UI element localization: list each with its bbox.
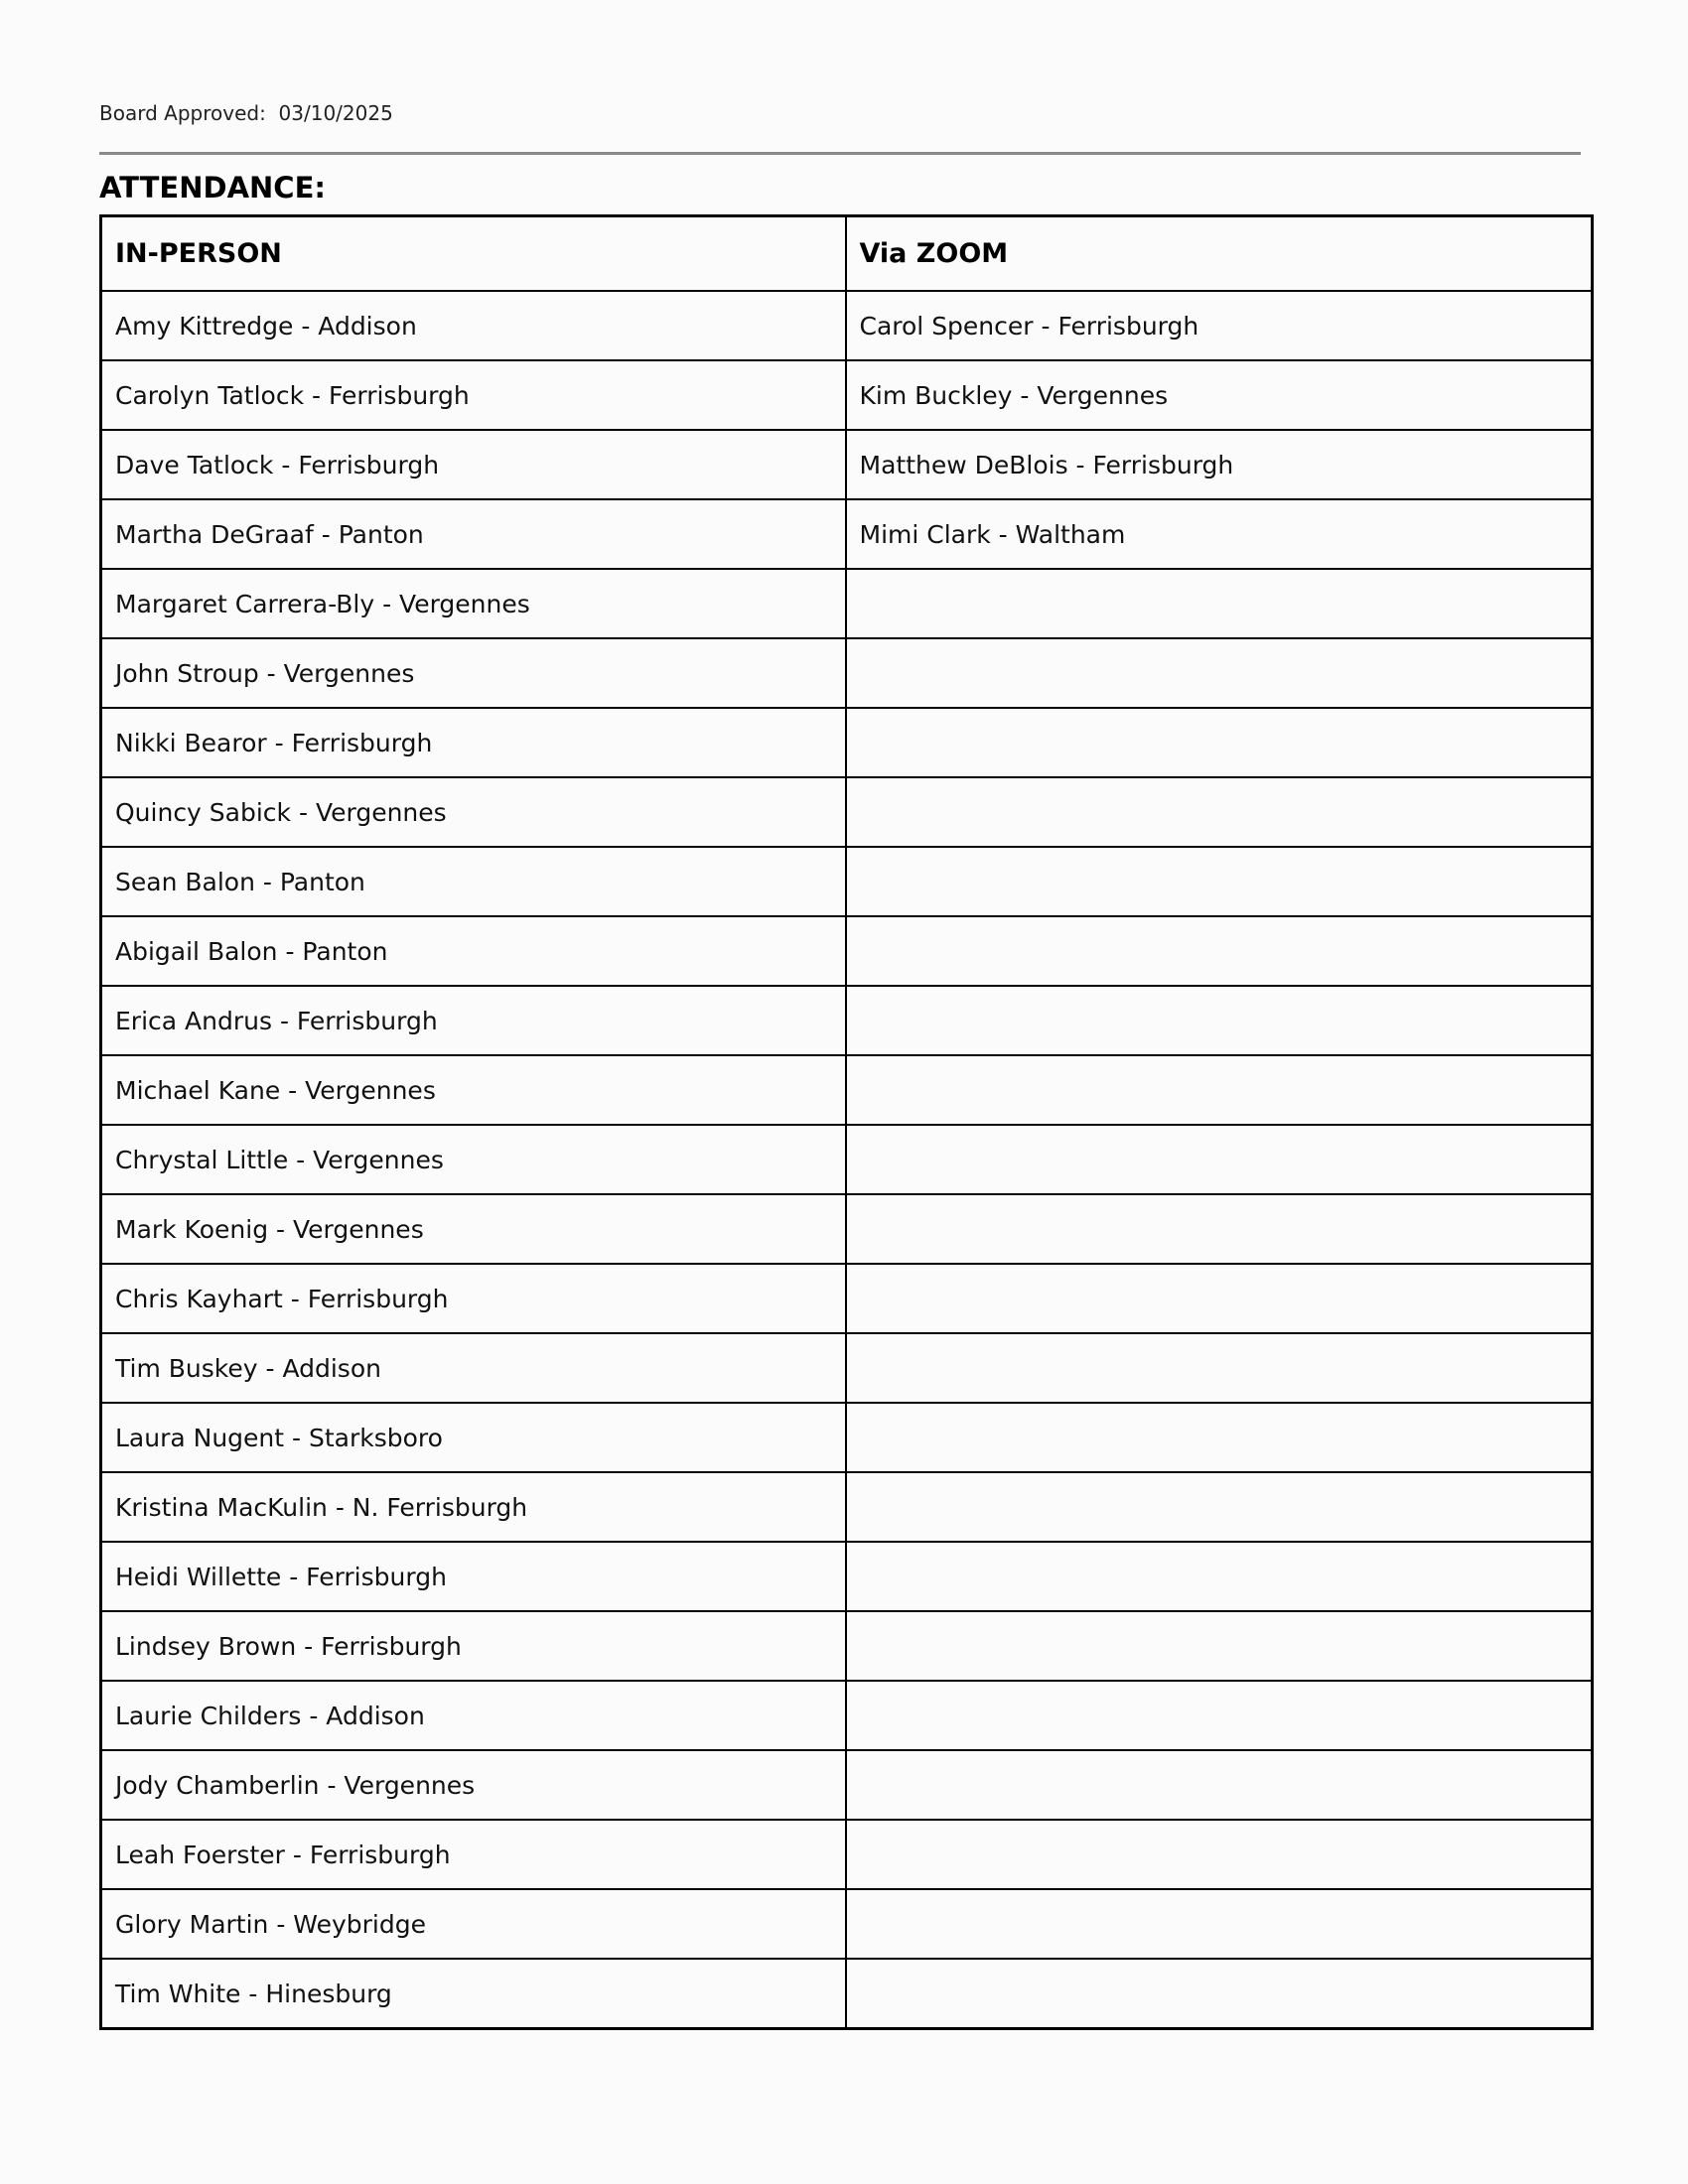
- in-person-cell: John Stroup - Vergennes: [101, 638, 846, 708]
- attendance-heading: ATTENDANCE:: [99, 171, 326, 205]
- table-row: [101, 916, 1593, 986]
- in-person-cell: Amy Kittredge - Addison: [101, 291, 846, 360]
- zoom-cell: Matthew DeBlois - Ferrisburgh: [846, 430, 1593, 499]
- column-header-via-zoom: Via ZOOM: [846, 216, 1593, 292]
- zoom-cell: [846, 1611, 1593, 1681]
- table-row: [101, 708, 1593, 777]
- in-person-cell: Quincy Sabick - Vergennes: [101, 777, 846, 847]
- table-row: [101, 1889, 1593, 1959]
- table-row: [101, 1820, 1593, 1889]
- zoom-cell: Kim Buckley - Vergennes: [846, 360, 1593, 430]
- table-row: [101, 638, 1593, 708]
- zoom-cell: [846, 777, 1593, 847]
- zoom-cell: [846, 1889, 1593, 1959]
- zoom-cell: Carol Spencer - Ferrisburgh: [846, 291, 1593, 360]
- board-approved-label: Board Approved:: [99, 101, 266, 125]
- in-person-cell: Martha DeGraaf - Panton: [101, 499, 846, 569]
- in-person-cell: Nikki Bearor - Ferrisburgh: [101, 708, 846, 777]
- zoom-cell: [846, 1264, 1593, 1333]
- zoom-cell: [846, 847, 1593, 916]
- in-person-cell: Kristina MacKulin - N. Ferrisburgh: [101, 1472, 846, 1542]
- in-person-cell: Tim Buskey - Addison: [101, 1333, 846, 1403]
- in-person-cell: Mark Koenig - Vergennes: [101, 1194, 846, 1264]
- table-row: [101, 1264, 1593, 1333]
- in-person-cell: Abigail Balon - Panton: [101, 916, 846, 986]
- in-person-cell: Laurie Childers - Addison: [101, 1681, 846, 1750]
- table-row: [101, 1542, 1593, 1611]
- in-person-cell: Heidi Willette - Ferrisburgh: [101, 1542, 846, 1611]
- board-approved-date: 03/10/2025: [278, 101, 393, 125]
- zoom-cell: [846, 1194, 1593, 1264]
- in-person-cell: Sean Balon - Panton: [101, 847, 846, 916]
- in-person-cell: Glory Martin - Weybridge: [101, 1889, 846, 1959]
- table-row: [101, 1333, 1593, 1403]
- table-row: [101, 1194, 1593, 1264]
- in-person-cell: Dave Tatlock - Ferrisburgh: [101, 430, 846, 499]
- table-row: [101, 499, 1593, 569]
- zoom-cell: [846, 1403, 1593, 1472]
- in-person-cell: Margaret Carrera-Bly - Vergennes: [101, 569, 846, 638]
- in-person-cell: Lindsey Brown - Ferrisburgh: [101, 1611, 846, 1681]
- table-row: [101, 986, 1593, 1055]
- column-header-in-person: IN-PERSON: [101, 216, 846, 292]
- table-row: [101, 1403, 1593, 1472]
- in-person-cell: Laura Nugent - Starksboro: [101, 1403, 846, 1472]
- attendance-body: [101, 291, 1593, 2029]
- table-row: [101, 1959, 1593, 2029]
- table-row: [101, 1055, 1593, 1125]
- zoom-cell: [846, 1542, 1593, 1611]
- in-person-cell: Chrystal Little - Vergennes: [101, 1125, 846, 1194]
- zoom-cell: [846, 916, 1593, 986]
- table-row: [101, 1681, 1593, 1750]
- table-row: [101, 569, 1593, 638]
- in-person-cell: Tim White - Hinesburg: [101, 1959, 846, 2029]
- zoom-cell: Mimi Clark - Waltham: [846, 499, 1593, 569]
- in-person-cell: Leah Foerster - Ferrisburgh: [101, 1820, 846, 1889]
- table-row: [101, 291, 1593, 360]
- zoom-cell: [846, 986, 1593, 1055]
- board-approved-line: [99, 101, 393, 125]
- in-person-cell: Erica Andrus - Ferrisburgh: [101, 986, 846, 1055]
- table-row: [101, 1611, 1593, 1681]
- attendance-header-row: [101, 216, 1593, 292]
- zoom-cell: [846, 1820, 1593, 1889]
- in-person-cell: Chris Kayhart - Ferrisburgh: [101, 1264, 846, 1333]
- attendance-table: [99, 214, 1594, 2030]
- zoom-cell: [846, 638, 1593, 708]
- zoom-cell: [846, 1125, 1593, 1194]
- zoom-cell: [846, 1472, 1593, 1542]
- zoom-cell: [846, 1959, 1593, 2029]
- zoom-cell: [846, 569, 1593, 638]
- table-row: [101, 360, 1593, 430]
- in-person-cell: Carolyn Tatlock - Ferrisburgh: [101, 360, 846, 430]
- table-row: [101, 777, 1593, 847]
- zoom-cell: [846, 1750, 1593, 1820]
- zoom-cell: [846, 1055, 1593, 1125]
- table-row: [101, 430, 1593, 499]
- table-row: [101, 1472, 1593, 1542]
- table-row: [101, 1125, 1593, 1194]
- table-row: [101, 847, 1593, 916]
- zoom-cell: [846, 708, 1593, 777]
- table-row: [101, 1750, 1593, 1820]
- zoom-cell: [846, 1333, 1593, 1403]
- zoom-cell: [846, 1681, 1593, 1750]
- in-person-cell: Jody Chamberlin - Vergennes: [101, 1750, 846, 1820]
- in-person-cell: Michael Kane - Vergennes: [101, 1055, 846, 1125]
- header-divider: [99, 152, 1581, 155]
